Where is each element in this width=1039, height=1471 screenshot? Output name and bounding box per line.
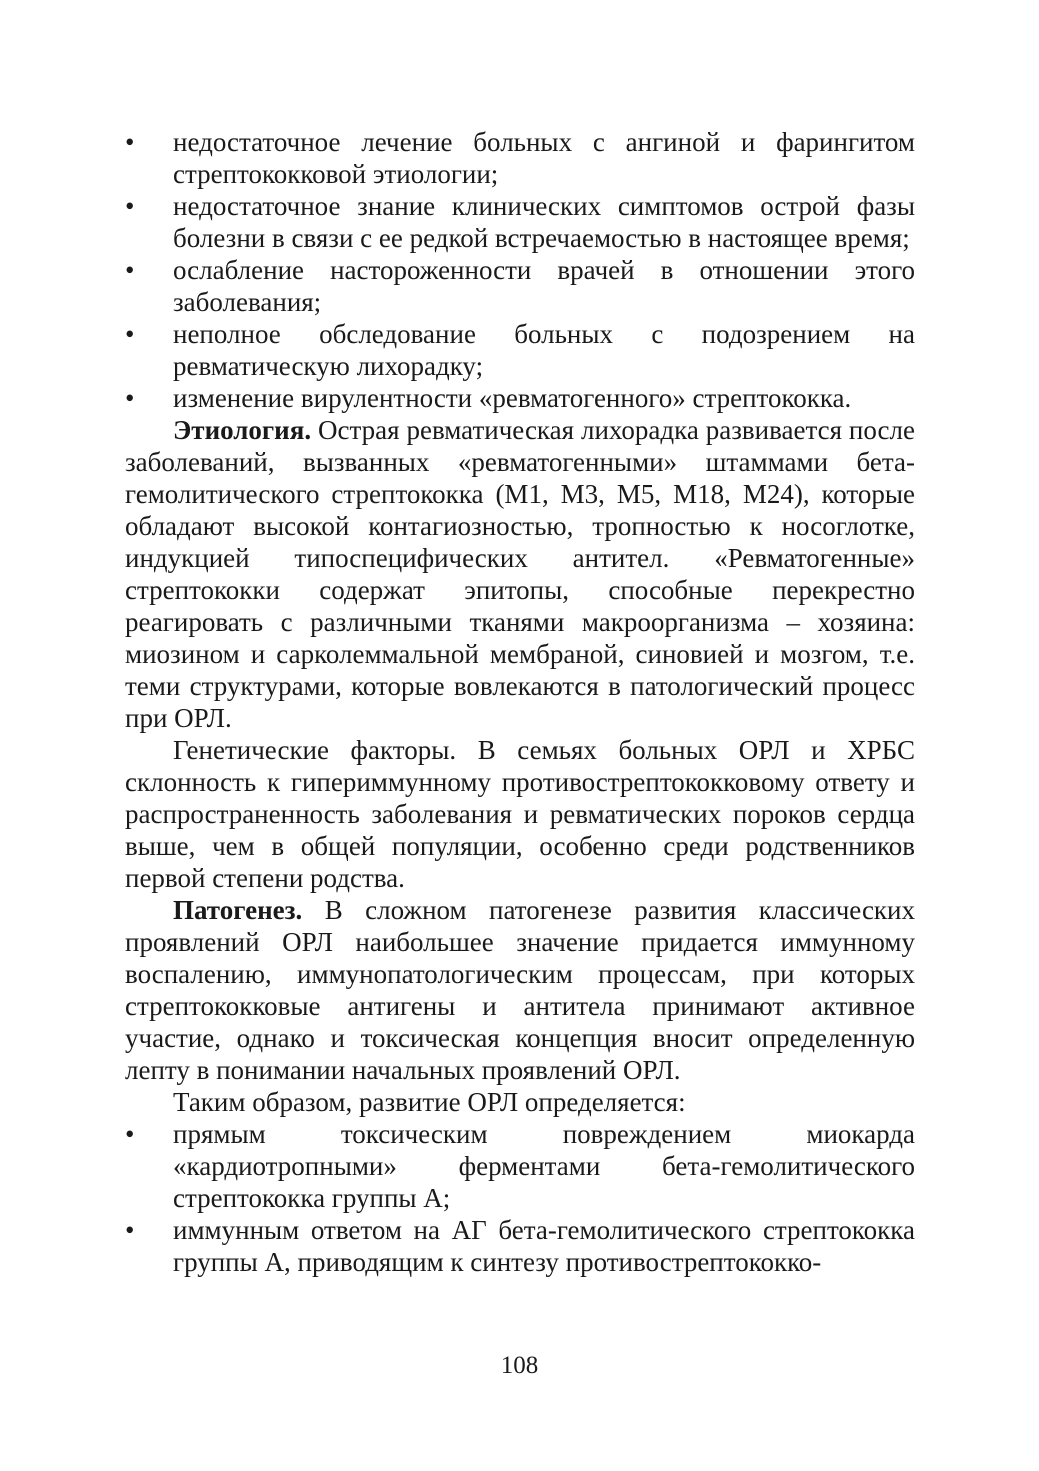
- pathogenesis-paragraph: [125, 894, 915, 1086]
- list-item: [125, 254, 915, 318]
- bullet-icon: •: [125, 383, 135, 413]
- bullet-icon: •: [125, 319, 135, 349]
- bullet-icon: •: [125, 1119, 135, 1149]
- etiology-text: Острая ревматическая лихорадка развивается после заболеваний, вызванных «ревматогенными» штаммами бета-гемолитического стрептококка (М1, М3, М5, М18, М24), которые обладают высокой контагиозностью, тропностью к носоглотке, индукцией типоспецифических антител. «Ревматогенные» стрептококки содержат эпитопы, способные перекрестно реагировать с различными тканями макроорганизма – хозяина: миозином и сарколеммальной мембраной, синовией и мозгом, т.е. теми структурами, которые вовлекаются в патологический процесс при ОРЛ.: [125, 415, 915, 733]
- pathogenesis-heading: Патогенез.: [173, 895, 303, 925]
- bullet-icon: •: [125, 127, 135, 157]
- etiology-heading: Этиология.: [173, 415, 312, 445]
- list-item: [125, 1118, 915, 1214]
- conclusion-intro: Таким образом, развитие ОРЛ определяется:: [173, 1087, 686, 1117]
- list-item-text: неполное обследование больных с подозрением на ревматическую лихорадку;: [173, 319, 915, 381]
- bullet-icon: •: [125, 1215, 135, 1245]
- bullet-icon: •: [125, 191, 135, 221]
- list-item-text: ослабление настороженности врачей в отношении этого заболевания;: [173, 255, 915, 317]
- list-item: [125, 1214, 915, 1278]
- list-item-text: прямым токсическим повреждением миокарда «кардиотропными» ферментами бета-гемолитического стрептококка группы А;: [173, 1119, 915, 1213]
- mechanisms-list: [125, 1118, 915, 1278]
- list-item-text: недостаточное лечение больных с ангиной и фарингитом стрептококковой этиологии;: [173, 127, 915, 189]
- bullet-icon: •: [125, 255, 135, 285]
- list-item: [125, 318, 915, 382]
- list-item: [125, 382, 915, 414]
- risk-factors-list: [125, 126, 915, 414]
- list-item: [125, 126, 915, 190]
- list-item-text: изменение вирулентности «ревматогенного» стрептококка.: [173, 383, 852, 413]
- list-item: [125, 190, 915, 254]
- genetics-paragraph: [125, 734, 915, 894]
- page-content: [125, 126, 915, 1278]
- list-item-text: недостаточное знание клинических симптомов острой фазы болезни в связи с ее редкой встречаемостью в настоящее время;: [173, 191, 915, 253]
- pathogenesis-text: В сложном патогенезе развития классических проявлений ОРЛ наибольшее значение придается иммунному воспалению, иммунопатологическим процессам, при которых стрептококковые антигены и антитела принимают активное участие, однако и токсическая концепция вносит определенную лепту в понимании начальных проявлений ОРЛ.: [125, 895, 915, 1085]
- genetics-text: Генетические факторы. В семьях больных ОРЛ и ХРБС склонность к гипериммунному противострептококковому ответу и распространенность заболевания и ревматических пороков сердца выше, чем в общей популяции, особенно среди родственников первой степени родства.: [125, 735, 915, 893]
- etiology-paragraph: [125, 414, 915, 734]
- page-number: 108: [500, 1352, 539, 1379]
- list-item-text: иммунным ответом на АГ бета-гемолитического стрептококка группы А, приводящим к синтезу противострептококко-: [173, 1215, 915, 1277]
